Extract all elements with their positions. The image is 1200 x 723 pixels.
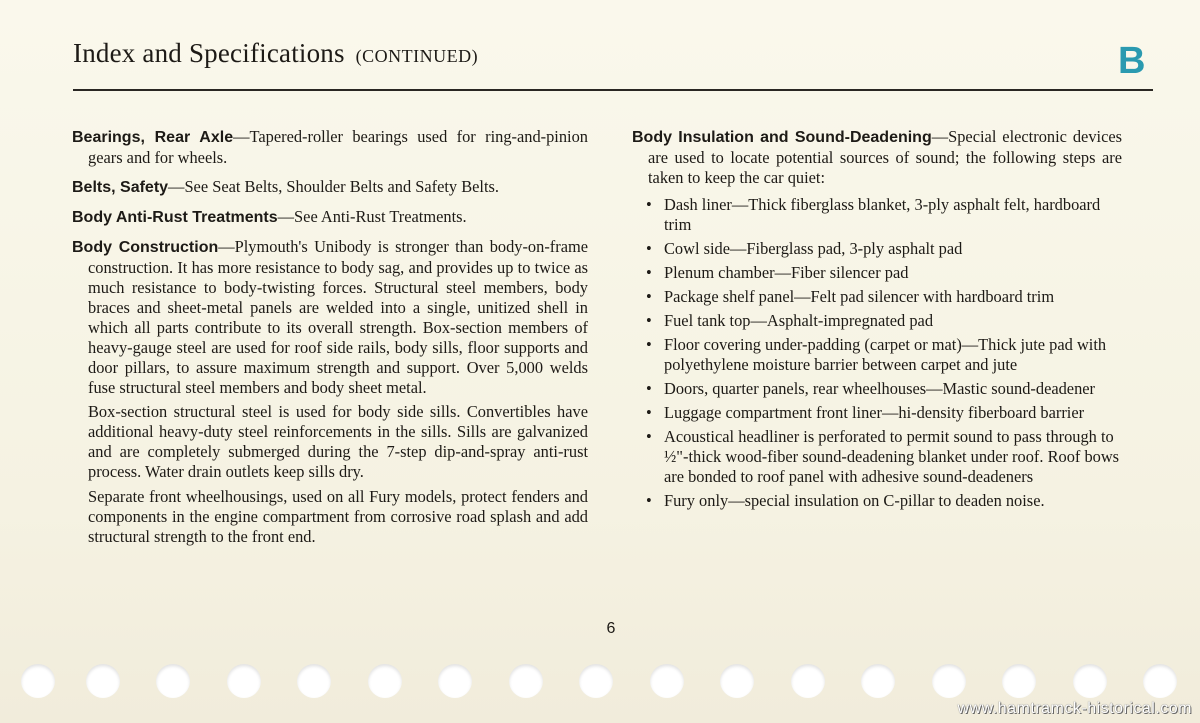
list-item-text: Package shelf panel—Felt pad silencer with hardboard trim (664, 287, 1055, 306)
bullet-icon: • (646, 427, 652, 446)
page-number: 6 (606, 620, 616, 637)
list-item-text: Fuel tank top—Asphalt-impregnated pad (664, 311, 934, 330)
list-item-text: Luggage compartment front liner—hi-density fiberboard barrier (664, 403, 1085, 422)
entry-text: —Tapered-roller bearings used for ring-and-pinion gears and for wheels. (88, 127, 588, 167)
binder-hole (438, 664, 472, 698)
bullet-icon: • (646, 491, 652, 510)
bullet-icon: • (646, 403, 652, 422)
binder-hole (1002, 664, 1036, 698)
entry-text: —See Anti-Rust Treatments. (277, 207, 467, 226)
header-rule (73, 89, 1153, 91)
entry-term: Body Anti-Rust Treatments (72, 209, 278, 226)
binder-hole (932, 664, 966, 698)
binder-holes (0, 664, 1200, 704)
bullet-icon: • (646, 239, 652, 258)
left-column (72, 127, 588, 552)
list-item-text: Dash liner—Thick fiberglass blanket, 3-ply asphalt felt, hardboard trim (664, 195, 1101, 234)
list-item (632, 335, 1122, 375)
list-item-text: Cowl side—Fiberglass pad, 3-ply asphalt pad (664, 239, 963, 258)
binder-hole (650, 664, 684, 698)
binder-hole (720, 664, 754, 698)
page-title-text: Index and Specifications (73, 38, 345, 68)
entry-belts-safety (72, 177, 588, 198)
bullet-icon: • (646, 379, 652, 398)
entry-text: —Plymouth's Unibody is stronger than body-on-frame construction. It has more resistance to body sag, and provides up to twice as much resistance to body-twisting forces. Structural steel members, body braces and sheet-metal panels are welded into a single, unitized shell in which all parts contribute to its overall strength. Box-section members of heavy-gauge steel are used for roof side rails, body sills, floor supports and door pillars, to assure maximum strength and support. Over 5,000 welds fuse structural steel members and body sheet metal. (88, 237, 588, 397)
list-item-text: Doors, quarter panels, rear wheelhouses—Mastic sound-deadener (664, 379, 1096, 398)
bullet-icon: • (646, 287, 652, 306)
page-title (73, 38, 478, 69)
bullet-icon: • (646, 263, 652, 282)
bullet-icon: • (646, 195, 652, 214)
list-item-text: Plenum chamber—Fiber silencer pad (664, 263, 909, 282)
list-item (632, 491, 1122, 511)
list-item (632, 239, 1122, 259)
binder-hole (861, 664, 895, 698)
page-title-continued: (CONTINUED) (355, 46, 479, 66)
binder-hole (227, 664, 261, 698)
right-column (632, 127, 1122, 515)
list-item (632, 287, 1122, 307)
entry-body-construction (72, 237, 588, 398)
entry-term: Body Construction (72, 239, 219, 256)
binder-hole (509, 664, 543, 698)
entry-term: Bearings, Rear Axle (72, 129, 234, 146)
entry-text: —See Seat Belts, Shoulder Belts and Safety Belts. (168, 177, 500, 196)
binder-hole (297, 664, 331, 698)
binder-hole (791, 664, 825, 698)
body-construction-paragraph-3: Separate front wheelhousings, used on all Fury models, protect fenders and components in the engine compartment from corrosive road splash and add structural strength to the front end. (88, 487, 588, 546)
section-tab-letter: B (1118, 40, 1146, 82)
list-item (632, 403, 1122, 423)
entry-body-insulation (632, 127, 1122, 188)
binder-hole (368, 664, 402, 698)
list-item (632, 379, 1122, 399)
list-item (632, 263, 1122, 283)
entry-text: —Special electronic devices are used to locate potential sources of sound; the following steps are taken to keep the car quiet: (648, 127, 1122, 187)
binder-hole (21, 664, 55, 698)
entry-bearings-rear-axle (72, 127, 588, 168)
bullet-icon: • (646, 311, 652, 330)
binder-hole (156, 664, 190, 698)
insulation-bullet-list (632, 195, 1122, 511)
watermark: www.hamtramck-historical.com (957, 700, 1192, 717)
list-item-text: Acoustical headliner is perforated to permit sound to pass through to ½"-thick wood-fiber sound-deadening blanket under roof. Roof bows are bonded to roof panel with adhesive sound-deadeners (664, 427, 1120, 486)
body-construction-paragraph-2: Box-section structural steel is used for body side sills. Convertibles have additional heavy-duty steel reinforcements in the sills. Sills are galvanized and are completely submerged during the 7-step dip-and-spray anti-rust process. Water drain outlets keep sills dry. (88, 402, 588, 481)
entry-term: Belts, Safety (72, 179, 169, 196)
entry-body-anti-rust (72, 207, 588, 228)
list-item-text: Fury only—special insulation on C-pillar to deaden noise. (664, 491, 1045, 510)
list-item (632, 427, 1122, 487)
bullet-icon: • (646, 335, 652, 354)
list-item (632, 311, 1122, 331)
list-item (632, 195, 1122, 235)
binder-hole (579, 664, 613, 698)
list-item-text: Floor covering under-padding (carpet or mat)—Thick jute pad with polyethylene moisture barrier between carpet and jute (664, 335, 1107, 374)
binder-hole (1073, 664, 1107, 698)
binder-hole (1143, 664, 1177, 698)
binder-hole (86, 664, 120, 698)
entry-term: Body Insulation and Sound-Deadening (632, 129, 932, 146)
